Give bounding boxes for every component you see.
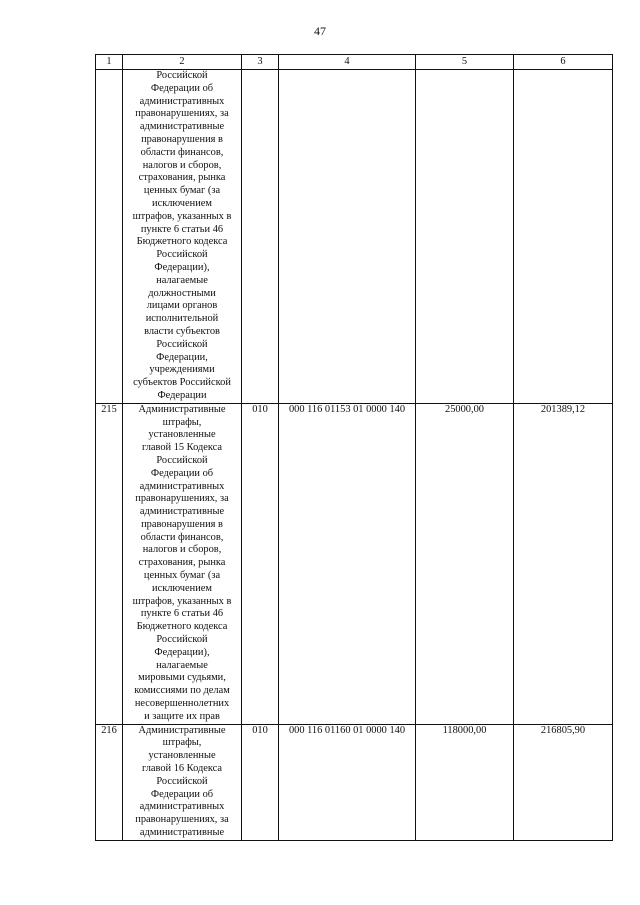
amount-cell: 118000,00 (416, 724, 514, 840)
description-line: административных (139, 95, 225, 107)
kbk-cell (279, 70, 416, 404)
column-header: 6 (514, 55, 613, 70)
table-row (96, 403, 613, 724)
table-row (96, 70, 613, 404)
description-line: главой 15 Кодекса (141, 442, 223, 454)
amount-cell: 25000,00 (416, 403, 514, 724)
kbk-cell: 000 116 01153 01 0000 140 (279, 403, 416, 724)
description-line: административные (139, 827, 225, 839)
description-line: административные (139, 506, 225, 518)
description-line: страхования, рынка (138, 172, 226, 184)
description-line: установленные (148, 429, 216, 441)
amount-cell (514, 70, 613, 404)
kbk-cell: 000 116 01160 01 0000 140 (279, 724, 416, 840)
description-line: Федерации, (156, 351, 208, 363)
description-line: налогов и сборов, (142, 159, 222, 171)
row-number-cell: 216 (96, 724, 123, 840)
description-line: правонарушениях, за (135, 108, 229, 120)
description-line: штрафы, (162, 416, 202, 428)
description-line: Российской (156, 634, 208, 646)
description-line: налагаемые (156, 659, 208, 671)
description-line: области финансов, (140, 531, 224, 543)
description-line: Федерации об (150, 82, 214, 94)
code-cell (242, 70, 279, 404)
description-cell (123, 70, 242, 404)
description-line: Федерации об (150, 467, 214, 479)
budget-table (95, 54, 613, 841)
description-cell (123, 724, 242, 840)
description-cell (123, 403, 242, 724)
description-line: административные (139, 121, 225, 133)
description-line: Бюджетного кодекса (136, 236, 228, 248)
description-line: правонарушениях, за (135, 814, 229, 826)
description-line: штрафов, указанных в (132, 210, 232, 222)
row-number-cell: 215 (96, 403, 123, 724)
column-header: 5 (416, 55, 514, 70)
description-line: Российской (156, 454, 208, 466)
page-number: 47 (314, 24, 326, 38)
description-line: исключением (152, 197, 212, 209)
description-line: правонарушения в (141, 133, 223, 145)
description-line: штрафов, указанных в (132, 595, 232, 607)
amount-cell: 216805,90 (514, 724, 613, 840)
description-line: несовершеннолетних (134, 698, 230, 710)
description-line: Бюджетного кодекса (136, 621, 228, 633)
description-line: учреждениями (149, 364, 215, 376)
description-line: главой 16 Кодекса (141, 763, 223, 775)
code-cell: 010 (242, 724, 279, 840)
description-line: ценных бумаг (за (143, 185, 221, 197)
description-line: власти субъектов (144, 325, 220, 337)
description-line: Федерации), (154, 646, 210, 658)
description-line: ценных бумаг (за (143, 570, 221, 582)
description-line: страхования, рынка (138, 557, 226, 569)
table-header-row (96, 55, 613, 70)
description-line: лицами органов (146, 300, 218, 312)
description-line: должностными (148, 287, 216, 299)
description-line: пункте 6 статьи 46 (140, 223, 224, 235)
description-line: Российской (156, 249, 208, 261)
column-header: 3 (242, 55, 279, 70)
description-line: области финансов, (140, 146, 224, 158)
description-line: Российской (156, 70, 208, 81)
code-cell: 010 (242, 403, 279, 724)
description-line: Административные (138, 403, 226, 415)
description-line: Федерации), (154, 261, 210, 273)
amount-cell (416, 70, 514, 404)
description-line: административных (139, 801, 225, 813)
description-line: налогов и сборов, (142, 544, 222, 556)
column-header: 1 (96, 55, 123, 70)
column-header: 4 (279, 55, 416, 70)
description-line: правонарушения в (141, 518, 223, 530)
description-line: Российской (156, 338, 208, 350)
row-number-cell (96, 70, 123, 404)
description-line: правонарушениях, за (135, 493, 229, 505)
description-line: исполнительной (145, 313, 219, 325)
description-line: установленные (148, 750, 216, 762)
description-line: штрафы, (162, 737, 202, 749)
description-line: Российской (156, 775, 208, 787)
description-line: исключением (152, 582, 212, 594)
table-row (96, 724, 613, 840)
description-line: и защите их прав (144, 710, 220, 722)
description-line: административных (139, 480, 225, 492)
description-line: Федерации об (150, 788, 214, 800)
description-line: Федерации (157, 389, 207, 401)
description-line: комиссиями по делам (134, 685, 230, 697)
amount-cell: 201389,12 (514, 403, 613, 724)
description-line: субъектов Российской (133, 377, 231, 389)
description-line: Административные (138, 724, 226, 736)
description-line: пункте 6 статьи 46 (140, 608, 224, 620)
column-header: 2 (123, 55, 242, 70)
description-line: налагаемые (156, 274, 208, 286)
description-line: мировыми судьями, (138, 672, 226, 684)
